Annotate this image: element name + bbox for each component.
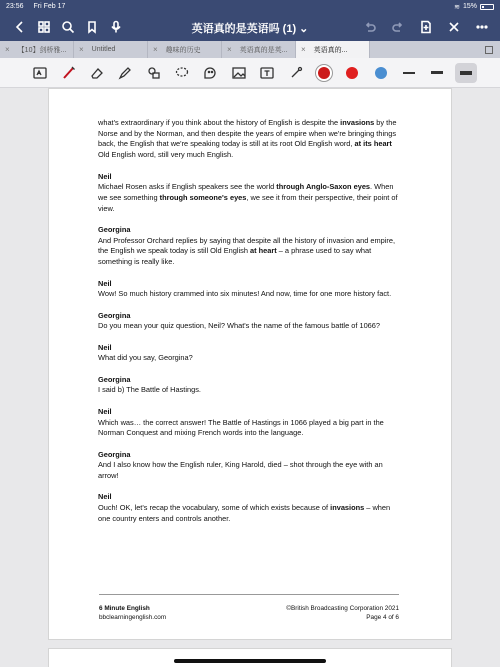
tab-close-icon[interactable]: × bbox=[301, 45, 306, 54]
search-icon[interactable] bbox=[56, 15, 80, 39]
text-run: – a phrase used to say what something is really like. bbox=[98, 246, 372, 267]
speaker-name: Georgina bbox=[98, 310, 131, 320]
shapes-icon[interactable] bbox=[140, 61, 168, 85]
paragraph-3 bbox=[98, 279, 404, 300]
stroke-thin-icon bbox=[403, 72, 415, 74]
nav-right-actions bbox=[358, 15, 494, 39]
tab-0[interactable] bbox=[0, 41, 74, 58]
back-icon[interactable] bbox=[8, 15, 32, 39]
bold-term: through Anglo-Saxon eyes bbox=[276, 182, 371, 192]
paragraph-6 bbox=[98, 375, 404, 396]
paragraph-4 bbox=[98, 311, 404, 332]
text-run: what's extraordinary if you think about the history of English is despite the bbox=[98, 118, 341, 127]
eraser-icon[interactable] bbox=[83, 61, 111, 85]
stroke-thick-icon bbox=[460, 71, 472, 75]
sticker-icon[interactable] bbox=[196, 61, 224, 85]
stroke-selected-bg bbox=[455, 63, 477, 83]
status-right bbox=[454, 3, 494, 11]
tab-4[interactable] bbox=[296, 41, 370, 58]
status-time: 23:56 bbox=[6, 3, 24, 10]
color-swatch bbox=[318, 67, 330, 79]
text-run: Michael Rosen asks if English speakers see the world bbox=[98, 182, 277, 192]
footer-series: 6 Minute English bbox=[99, 605, 150, 612]
document-title[interactable]: 英语真的是英语吗 (1) ⌄ bbox=[191, 23, 309, 35]
tab-close-icon[interactable]: × bbox=[79, 45, 84, 54]
speaker-name: Neil bbox=[98, 171, 112, 181]
tab-label: Untitled bbox=[91, 46, 116, 53]
speaker-name: Georgina bbox=[98, 225, 131, 234]
text-run: Do you mean your quiz question, Neil? What's the name of the famous battle of 1066? bbox=[98, 321, 381, 331]
tab-close-icon[interactable]: × bbox=[5, 45, 10, 54]
stroke-thin[interactable] bbox=[395, 61, 423, 85]
text-run: . When we see something bbox=[98, 182, 394, 202]
wifi-icon: ≋ bbox=[454, 3, 460, 11]
color-swatch-red-selected[interactable] bbox=[310, 61, 338, 85]
bold-term: at heart bbox=[250, 246, 277, 256]
paragraph-7 bbox=[98, 407, 404, 439]
paragraph-5 bbox=[98, 343, 404, 364]
tab-label: 【10】剑桥雅... bbox=[17, 46, 67, 54]
pen-icon[interactable] bbox=[54, 61, 82, 85]
lasso-icon[interactable] bbox=[168, 61, 196, 85]
document-tabs bbox=[0, 41, 500, 58]
tab-1[interactable] bbox=[74, 41, 148, 58]
page-content bbox=[98, 118, 404, 535]
text-run: – when one country enters and controls another. bbox=[98, 503, 391, 523]
document-page[interactable] bbox=[48, 88, 452, 640]
lasso-text-icon[interactable] bbox=[26, 61, 54, 85]
nav-bar bbox=[0, 13, 500, 41]
paragraph-8 bbox=[98, 450, 404, 482]
stroke-medium-icon bbox=[431, 71, 443, 74]
text-run: Old English word, still very much English. bbox=[98, 150, 234, 160]
tab-3[interactable] bbox=[222, 41, 296, 58]
stroke-medium[interactable] bbox=[423, 61, 451, 85]
more-icon[interactable] bbox=[470, 15, 494, 39]
highlighter-icon[interactable] bbox=[111, 61, 139, 85]
add-page-icon[interactable] bbox=[414, 15, 438, 39]
laser-icon[interactable] bbox=[281, 61, 309, 85]
text-run: Which was… the correct answer! The Battle of Hastings in 1066 played a big part in the Norman Conquest and mixing French words into the language. bbox=[98, 417, 384, 438]
bookmark-icon[interactable] bbox=[80, 15, 104, 39]
text-run: , we see it from their perspective, their point of view. bbox=[98, 192, 398, 213]
color-swatch-red[interactable] bbox=[338, 61, 366, 85]
speaker-name: Neil bbox=[98, 406, 112, 416]
text-run: And I also know how the English ruler, King Harold, died – shot through the eye with an arrow! bbox=[98, 460, 383, 481]
bold-term: invasions bbox=[330, 503, 365, 513]
paragraph-9 bbox=[98, 492, 404, 524]
color-swatch bbox=[375, 67, 387, 79]
status-date: Fri Feb 17 bbox=[33, 3, 66, 10]
text-run: What did you say, Georgina? bbox=[98, 353, 193, 363]
footer-divider bbox=[99, 594, 399, 595]
text-run: Wow! So much history crammed into six minutes! And now, time for one more history fact. bbox=[98, 289, 392, 299]
tab-close-icon[interactable]: × bbox=[227, 45, 232, 54]
tab-overview-icon[interactable] bbox=[478, 41, 500, 58]
footer-copyright: ©British Broadcasting Corporation 2021 bbox=[286, 605, 399, 612]
bold-term: invasions bbox=[340, 118, 375, 127]
close-icon[interactable] bbox=[442, 15, 466, 39]
tab-label: 英语真的... bbox=[313, 46, 348, 54]
paragraph-2 bbox=[98, 225, 404, 268]
speaker-name: Georgina bbox=[98, 449, 131, 459]
speaker-name: Neil bbox=[98, 492, 112, 502]
text-run: by the Norse and by the Norman, and then despite the years of empire when we're bringing things back, the English that we're speaking today is still at its root Old English word, bbox=[98, 118, 397, 149]
text-run: And Professor Orchard replies by saying that despite all the history of invasion and empire, the English we speak today is still Old English bbox=[98, 235, 396, 256]
footer-website: bbclearningenglish.com bbox=[99, 614, 167, 621]
bold-term: at its heart bbox=[354, 139, 392, 149]
tool-bar bbox=[0, 58, 500, 88]
grid-icon[interactable] bbox=[32, 15, 56, 39]
footer-left bbox=[99, 604, 166, 622]
redo-icon[interactable] bbox=[386, 15, 410, 39]
home-indicator[interactable] bbox=[174, 659, 326, 663]
tab-2[interactable] bbox=[148, 41, 222, 58]
text-run: I said b) The Battle of Hastings. bbox=[98, 385, 201, 395]
paragraph-1 bbox=[98, 172, 404, 215]
stroke-thick[interactable] bbox=[452, 61, 480, 85]
text-run: Ouch! OK, let's recap the vocabulary, some of which exists because of bbox=[98, 503, 331, 513]
next-page[interactable] bbox=[48, 648, 452, 667]
undo-icon[interactable] bbox=[358, 15, 382, 39]
battery-percent: 15% bbox=[462, 3, 477, 10]
status-bar bbox=[0, 0, 500, 13]
color-swatch bbox=[346, 67, 358, 79]
battery-icon bbox=[480, 4, 494, 10]
text-icon[interactable] bbox=[253, 61, 281, 85]
tab-close-icon[interactable]: × bbox=[153, 45, 158, 54]
speaker-name: Neil bbox=[98, 342, 112, 352]
speaker-name: Georgina bbox=[98, 374, 131, 384]
image-icon[interactable] bbox=[225, 61, 253, 85]
speaker-name: Neil bbox=[98, 278, 112, 288]
bold-term: through someone's eyes bbox=[159, 192, 247, 202]
footer-right bbox=[286, 604, 399, 622]
tab-label: 英语真的是英... bbox=[239, 46, 288, 54]
color-swatch-blue[interactable] bbox=[367, 61, 395, 85]
microphone-icon[interactable] bbox=[104, 15, 128, 39]
footer-page-number: Page 4 of 6 bbox=[366, 614, 399, 621]
paragraph-intro bbox=[98, 118, 404, 161]
tab-label: 趣味的历史 bbox=[165, 46, 201, 54]
